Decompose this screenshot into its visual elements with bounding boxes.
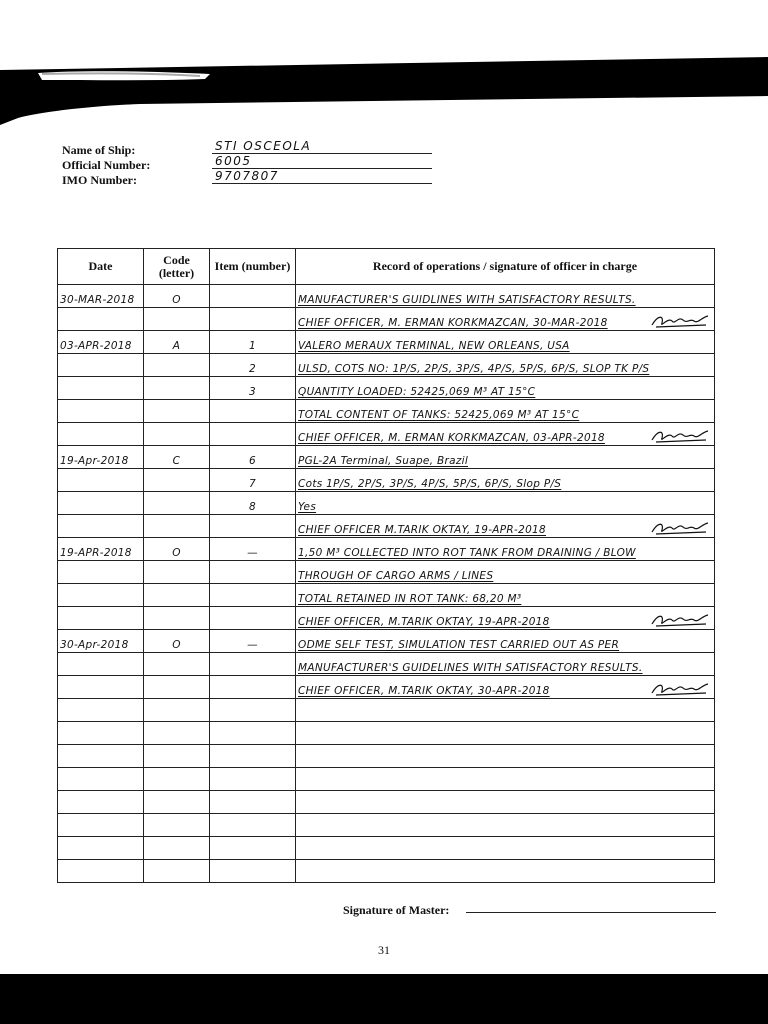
- item-cell: [210, 285, 296, 308]
- record-text: ULSD, COTS NO: 1P/S, 2P/S, 3P/S, 4P/S, 5P/S, 6P/S, SLOP TK P/S: [298, 363, 650, 375]
- item-cell: [210, 423, 296, 446]
- record-cell: [296, 768, 715, 791]
- officer-signature-scribble: [650, 428, 710, 444]
- record-cell: [296, 446, 715, 469]
- table-row: [58, 446, 715, 469]
- item-cell: [210, 607, 296, 630]
- table-row: [58, 561, 715, 584]
- code-cell: [144, 492, 210, 515]
- item-cell: [210, 308, 296, 331]
- table-row: [58, 814, 715, 837]
- date-text: 19-APR-2018: [60, 547, 132, 559]
- table-row: [58, 469, 715, 492]
- record-cell: [296, 814, 715, 837]
- table-row: [58, 653, 715, 676]
- operations-record-table: [57, 248, 715, 883]
- code-cell: [144, 584, 210, 607]
- record-cell: [296, 377, 715, 400]
- item-cell: [210, 676, 296, 699]
- header-record: Record of operations / signature of officer in charge: [296, 249, 715, 285]
- header-date: Date: [58, 249, 144, 285]
- record-text: ODME SELF TEST, SIMULATION TEST CARRIED OUT AS PER: [298, 639, 620, 651]
- record-text: Cots 1P/S, 2P/S, 3P/S, 4P/S, 5P/S, 6P/S, Slop P/S: [298, 478, 562, 490]
- item-cell: [210, 860, 296, 883]
- record-cell: [296, 791, 715, 814]
- code-text: O: [172, 294, 181, 306]
- date-cell: [58, 469, 144, 492]
- table-row: [58, 837, 715, 860]
- header-item: [210, 249, 296, 285]
- date-cell: [58, 354, 144, 377]
- code-cell: [144, 561, 210, 584]
- date-cell: [58, 860, 144, 883]
- record-text: THROUGH OF CARGO ARMS / LINES: [298, 570, 494, 582]
- table-row: [58, 745, 715, 768]
- table-row: [58, 400, 715, 423]
- record-text: QUANTITY LOADED: 52425,069 M³ AT 15°C: [298, 386, 536, 398]
- record-text: CHIEF OFFICER M.TARIK OKTAY, 19-APR-2018: [298, 524, 547, 536]
- code-text: A: [172, 340, 181, 352]
- record-cell: [296, 561, 715, 584]
- table-row: [58, 354, 715, 377]
- record-text: MANUFACTURER'S GUIDELINES WITH SATISFACTORY RESULTS.: [298, 662, 643, 674]
- record-text: CHIEF OFFICER, M.TARIK OKTAY, 19-APR-2018: [298, 616, 550, 628]
- scan-bottom-band: [0, 974, 768, 1024]
- ship-name-value: STI OSCEOLA: [212, 139, 432, 154]
- record-cell: [296, 308, 715, 331]
- item-text: 6: [249, 455, 256, 467]
- date-cell: [58, 285, 144, 308]
- imo-number-value: 9707807: [212, 169, 432, 184]
- code-cell: [144, 676, 210, 699]
- code-cell: [144, 423, 210, 446]
- date-cell: [58, 745, 144, 768]
- item-cell: [210, 469, 296, 492]
- item-cell: [210, 377, 296, 400]
- code-text: O: [172, 639, 181, 651]
- imo-number-label: IMO Number:: [62, 173, 137, 187]
- date-text: 30-Apr-2018: [60, 639, 129, 651]
- item-cell: [210, 584, 296, 607]
- code-cell: [144, 768, 210, 791]
- date-cell: [58, 400, 144, 423]
- date-cell: [58, 676, 144, 699]
- item-cell: [210, 354, 296, 377]
- record-text: Yes: [298, 501, 317, 513]
- code-text: O: [172, 547, 181, 559]
- record-cell: [296, 538, 715, 561]
- item-text: —: [247, 547, 258, 559]
- officer-signature-scribble: [650, 681, 710, 697]
- table-row: [58, 492, 715, 515]
- date-cell: [58, 837, 144, 860]
- code-cell: [144, 515, 210, 538]
- record-cell: [296, 676, 715, 699]
- table-row: [58, 515, 715, 538]
- officer-signature-scribble: [650, 612, 710, 628]
- item-text: 7: [249, 478, 256, 490]
- master-signature-line: [466, 912, 716, 913]
- code-cell: [144, 653, 210, 676]
- code-cell: [144, 308, 210, 331]
- item-cell: [210, 331, 296, 354]
- date-cell: [58, 538, 144, 561]
- header-item-text: Item (number): [214, 259, 291, 273]
- record-text: CHIEF OFFICER, M.TARIK OKTAY, 30-APR-2018: [298, 685, 550, 697]
- record-cell: [296, 285, 715, 308]
- header-code-text: Code (letter): [158, 252, 195, 280]
- item-cell: [210, 745, 296, 768]
- item-cell: [210, 814, 296, 837]
- date-cell: [58, 308, 144, 331]
- date-text: 19-Apr-2018: [60, 455, 129, 467]
- code-cell: [144, 377, 210, 400]
- code-cell: [144, 745, 210, 768]
- table-header-row: [58, 249, 715, 285]
- record-text: MANUFACTURER'S GUIDLINES WITH SATISFACTORY RESULTS.: [298, 294, 636, 306]
- table-row: [58, 423, 715, 446]
- date-cell: [58, 722, 144, 745]
- code-cell: [144, 446, 210, 469]
- item-cell: [210, 791, 296, 814]
- item-cell: [210, 630, 296, 653]
- item-cell: [210, 538, 296, 561]
- record-text: CHIEF OFFICER, M. ERMAN KORKMAZCAN, 03-APR-2018: [298, 432, 605, 444]
- item-cell: [210, 515, 296, 538]
- item-text: 3: [249, 386, 256, 398]
- date-cell: [58, 791, 144, 814]
- table-row: [58, 538, 715, 561]
- table-body: [58, 285, 715, 883]
- code-cell: [144, 400, 210, 423]
- date-cell: [58, 446, 144, 469]
- item-cell: [210, 722, 296, 745]
- code-cell: [144, 285, 210, 308]
- record-cell: [296, 584, 715, 607]
- imo-number-row: [62, 169, 442, 188]
- item-cell: [210, 699, 296, 722]
- official-number-value: 6005: [212, 154, 432, 169]
- code-cell: [144, 538, 210, 561]
- item-cell: [210, 837, 296, 860]
- master-signature-label: Signature of Master:: [343, 903, 450, 917]
- code-cell: [144, 469, 210, 492]
- record-cell: [296, 423, 715, 446]
- date-text: 03-APR-2018: [60, 340, 132, 352]
- code-cell: [144, 837, 210, 860]
- date-cell: [58, 814, 144, 837]
- ship-name-label: Name of Ship:: [62, 143, 136, 157]
- code-cell: [144, 791, 210, 814]
- table-row: [58, 607, 715, 630]
- record-cell: [296, 653, 715, 676]
- official-number-label: Official Number:: [62, 158, 151, 172]
- page-number: 31: [378, 943, 390, 957]
- date-cell: [58, 699, 144, 722]
- record-text: VALERO MERAUX TERMINAL, NEW ORLEANS, USA: [298, 340, 570, 352]
- date-cell: [58, 377, 144, 400]
- item-cell: [210, 653, 296, 676]
- date-cell: [58, 561, 144, 584]
- table-row: [58, 285, 715, 308]
- date-cell: [58, 423, 144, 446]
- item-cell: [210, 768, 296, 791]
- table-row: [58, 722, 715, 745]
- date-cell: [58, 515, 144, 538]
- record-cell: [296, 699, 715, 722]
- record-cell: [296, 492, 715, 515]
- code-cell: [144, 699, 210, 722]
- table-row: [58, 860, 715, 883]
- officer-signature-scribble: [650, 313, 710, 329]
- record-cell: [296, 400, 715, 423]
- item-cell: [210, 446, 296, 469]
- date-cell: [58, 630, 144, 653]
- record-cell: [296, 860, 715, 883]
- record-cell: [296, 722, 715, 745]
- record-cell: [296, 354, 715, 377]
- date-cell: [58, 584, 144, 607]
- record-cell: [296, 515, 715, 538]
- code-cell: [144, 814, 210, 837]
- master-signature-block: [343, 901, 723, 919]
- record-text: TOTAL RETAINED IN ROT TANK: 68,20 M³: [298, 593, 522, 605]
- item-text: —: [247, 639, 258, 651]
- item-text: 2: [249, 363, 256, 375]
- record-text: 1,50 M³ COLLECTED INTO ROT TANK FROM DRAINING / BLOW: [298, 547, 636, 559]
- code-cell: [144, 860, 210, 883]
- table-row: [58, 768, 715, 791]
- table-row: [58, 699, 715, 722]
- date-cell: [58, 607, 144, 630]
- item-text: 8: [249, 501, 256, 513]
- item-cell: [210, 400, 296, 423]
- table-row: [58, 676, 715, 699]
- record-cell: [296, 469, 715, 492]
- table-row: [58, 630, 715, 653]
- table-row: [58, 377, 715, 400]
- record-text: TOTAL CONTENT OF TANKS: 52425,069 M³ AT 15°C: [298, 409, 580, 421]
- code-cell: [144, 630, 210, 653]
- scan-top-band: [0, 0, 768, 130]
- record-cell: [296, 607, 715, 630]
- table-row: [58, 791, 715, 814]
- item-cell: [210, 561, 296, 584]
- date-cell: [58, 492, 144, 515]
- code-cell: [144, 354, 210, 377]
- record-cell: [296, 630, 715, 653]
- ship-info-block: [62, 139, 442, 188]
- record-cell: [296, 837, 715, 860]
- record-cell: [296, 331, 715, 354]
- code-cell: [144, 607, 210, 630]
- date-cell: [58, 768, 144, 791]
- code-cell: [144, 331, 210, 354]
- code-text: C: [172, 455, 181, 467]
- date-text: 30-MAR-2018: [60, 294, 135, 306]
- table-row: [58, 584, 715, 607]
- date-cell: [58, 653, 144, 676]
- record-text: CHIEF OFFICER, M. ERMAN KORKMAZCAN, 30-MAR-2018: [298, 317, 608, 329]
- item-cell: [210, 492, 296, 515]
- code-cell: [144, 722, 210, 745]
- header-code: [144, 249, 210, 285]
- item-text: 1: [249, 340, 256, 352]
- table-row: [58, 308, 715, 331]
- record-cell: [296, 745, 715, 768]
- date-cell: [58, 331, 144, 354]
- table-row: [58, 331, 715, 354]
- officer-signature-scribble: [650, 520, 710, 536]
- record-text: PGL-2A Terminal, Suape, Brazil: [298, 455, 469, 467]
